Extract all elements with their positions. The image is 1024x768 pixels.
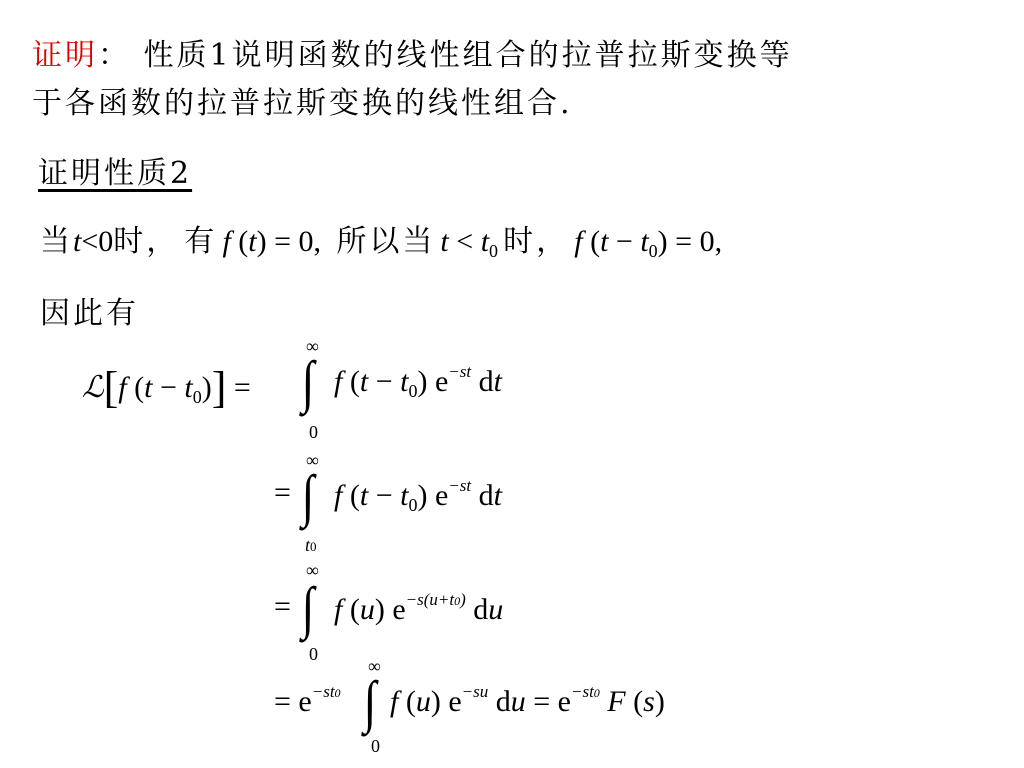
therefore-text: 因此有: [40, 296, 139, 331]
integral-sign-3: ∫: [301, 575, 315, 640]
proof-colon: ：: [98, 38, 131, 73]
formula-line-3-eq: =: [274, 590, 291, 623]
condition-line: [40, 216, 722, 262]
intro-text-1: 性质1说明函数的线性组合的拉普拉斯变换等: [143, 38, 793, 73]
upper-limit-2: ∞: [306, 450, 319, 470]
integral-sign-2: ∫: [301, 463, 315, 528]
formula-line-1-rhs: f $(t - t_0)$ $e^{-st}$ dt: [334, 362, 502, 401]
cond-t-lt-t0: $t < t_0$: [440, 225, 499, 261]
lower-limit-2: t0: [305, 535, 317, 555]
lower-limit-1: 0: [309, 422, 318, 442]
formula-line-3-rhs: f (u) $e^{-s(u+t0)}$ du: [334, 590, 504, 626]
cond-time-2: 时，: [503, 224, 570, 259]
cond-so-when: 所以当: [336, 224, 436, 259]
cond-f-eq-1: f (t) = 0,: [222, 225, 322, 258]
formula-line-2-rhs: f $(t - t_0)$ $e^{-st}$ dt: [334, 476, 502, 515]
integral-sign-4: ∫: [363, 669, 377, 734]
intro-line-1: [32, 30, 793, 74]
formula-line-4-lhs: = $e^{-st0}$: [274, 682, 341, 718]
lower-limit-3: 0: [309, 644, 318, 664]
proof-label: 证明: [32, 38, 98, 73]
cond-have: 有: [184, 224, 218, 259]
lower-limit-4: 0: [371, 736, 380, 756]
cond-lt0: <0: [81, 225, 114, 258]
cond-t: t: [73, 225, 82, 258]
subtitle: 证明性质2: [38, 156, 193, 191]
upper-limit-1: ∞: [306, 336, 319, 356]
intro-text-2: 于各函数的拉普拉斯变换的线性组合.: [32, 86, 573, 121]
intro-line-2: [32, 78, 573, 122]
cond-when: 当: [40, 224, 73, 259]
upper-limit-3: ∞: [306, 560, 319, 580]
cond-time: 时，: [113, 224, 180, 259]
laplace-symbol: ℒ: [82, 371, 104, 404]
formula-line-4-rhs: f (u) $e^{-su}$ du = $e^{-st0}$ F (s): [390, 682, 665, 718]
formula-line-2-eq: =: [274, 476, 291, 509]
cond-f-eq-2: f $(t - t_0) = 0$,: [574, 225, 723, 261]
integral-sign-1: ∫: [301, 349, 315, 414]
formula-line-1-lhs: ℒ[f $(t - t_0)$] =: [82, 363, 251, 412]
upper-limit-4: ∞: [368, 656, 381, 676]
